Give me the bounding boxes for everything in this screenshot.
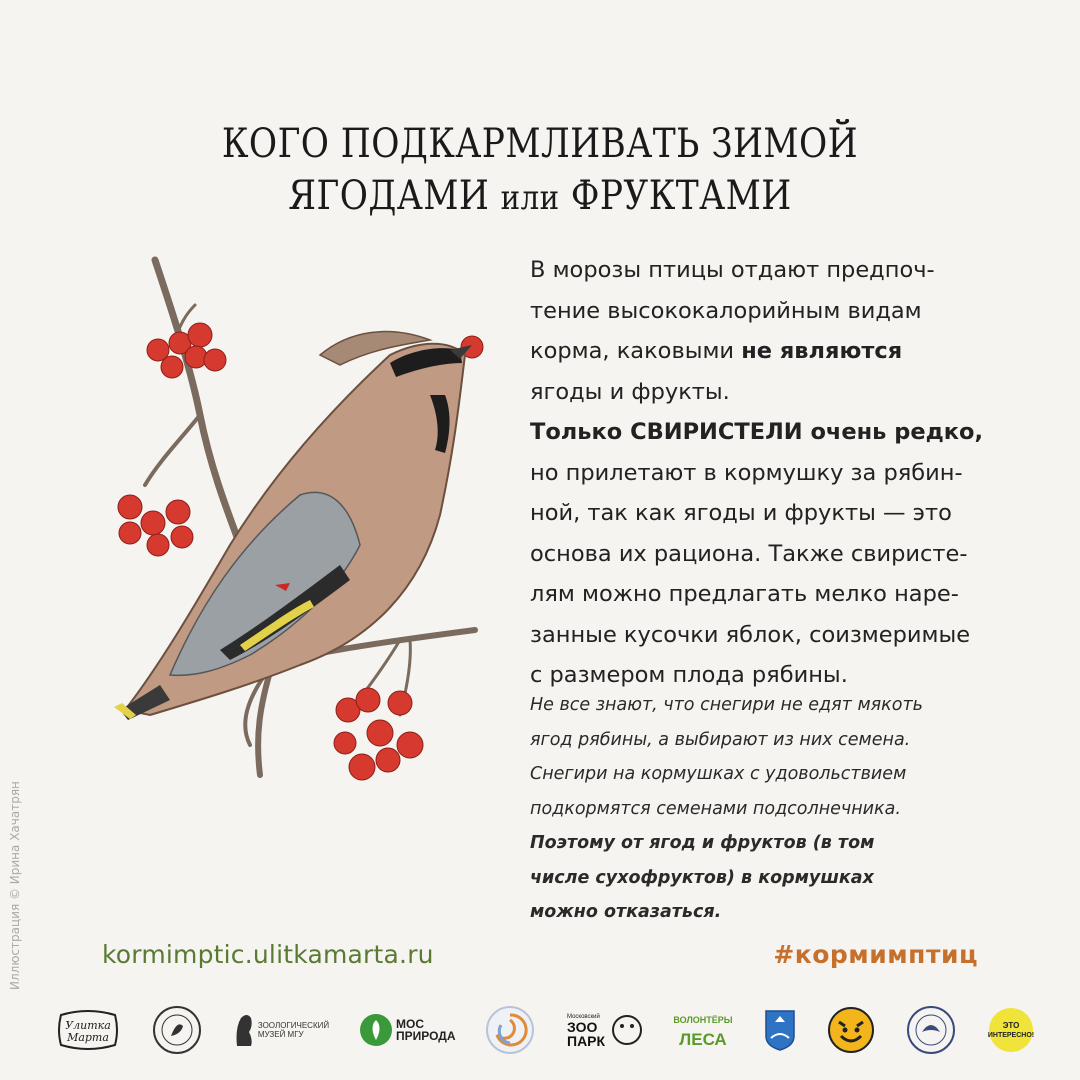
logo-tiger[interactable] [827, 1002, 875, 1058]
note-line: ягод рябины, а выбирают из них семена. [530, 729, 911, 750]
note-line: Не все знают, что снегири не едят мякоть [530, 695, 923, 715]
main-line-part: корма, каковыми [530, 338, 735, 364]
logo-ulitka-text-2: Марта [67, 1031, 109, 1044]
note-emphasis: числе сухофруктов) в кормушках [530, 867, 874, 888]
main-line [530, 412, 1030, 453]
main-line: основа их рациона. Также свиристе- [530, 540, 968, 567]
logo-interesting-text-2: ИНТЕРЕСНО! [987, 1032, 1035, 1039]
logo-moscow-zoo[interactable] [565, 1002, 643, 1058]
logo-forest-volunteers[interactable] [673, 1002, 733, 1058]
logo-zoomuseum-text-2: МУЗЕЙ МГУ [257, 1030, 304, 1039]
logo-mospriroda-text-2: ПРИРОДА [396, 1029, 456, 1043]
note-emphasis: можно отказаться. [530, 902, 722, 922]
title-line-2 [76, 170, 1005, 224]
bullfinch-note [530, 688, 1030, 930]
logo-blue-shield[interactable] [763, 1002, 797, 1058]
waxwing-illustration [100, 245, 520, 790]
title-berries: ЯГОДАМИ [288, 173, 490, 219]
note-line [530, 826, 1030, 861]
hashtag: #кормимптиц [773, 940, 978, 969]
main-line: тение высококалорийным видам [530, 297, 922, 324]
title-fruits: ФРУКТАМИ [570, 173, 792, 219]
logo-volunteers-text-2: ЛЕСА [679, 1030, 727, 1049]
logo-zoo-text-1: Московский [567, 1014, 601, 1020]
main-emphasis-waxwings: Только СВИРИСТЕЛИ очень редко, [530, 419, 984, 445]
logo-nizhne-svirsky[interactable] [905, 1002, 957, 1058]
logo-ulitka-marta[interactable] [55, 1002, 121, 1058]
main-line: В морозы птицы отдают предпоч- [530, 257, 935, 283]
note-line [530, 895, 1030, 930]
logo-ulitka-text-1: Улитка [65, 1019, 111, 1032]
logo-zoo-text-2: ЗОО [567, 1019, 598, 1035]
logo-interesting-text-1: ЭТО [1002, 1021, 1020, 1030]
page-title [76, 118, 1005, 224]
main-line: ягоды и фрукты. [530, 378, 730, 405]
logo-zoological-museum[interactable] [233, 1002, 329, 1058]
note-line [530, 861, 1030, 896]
main-line: но прилетают в кормушку за рябин- [530, 459, 963, 486]
logo-zoomuseum-text-1: ЗООЛОГИЧЕСКИЙ [257, 1021, 330, 1030]
main-line: с размером плода рябины. [530, 662, 848, 688]
main-line [530, 331, 1030, 372]
title-line-1: КОГО ПОДКАРМЛИВАТЬ ЗИМОЙ [221, 121, 859, 167]
logo-mospriroda[interactable] [359, 1002, 456, 1058]
logo-swirl-emblem[interactable] [485, 1002, 535, 1058]
main-paragraph [530, 250, 1030, 696]
waxwing-bird [114, 332, 472, 720]
website-link[interactable]: kormimptic.ulitkamarta.ru [102, 940, 434, 969]
title-or: или [500, 178, 560, 218]
note-line: Снегири на кормушках с удовольствием [530, 764, 907, 784]
main-line: лям можно предлагать мелко наре- [530, 581, 959, 607]
note-line: подкормятся семенами подсолнечника. [530, 798, 901, 819]
partner-logos [55, 1000, 1035, 1060]
logo-bird-conservation-union[interactable] [151, 1002, 203, 1058]
note-emphasis: Поэтому от ягод и фруктов (в том [530, 833, 875, 853]
main-line: ной, так как ягоды и фрукты — это [530, 500, 952, 526]
main-emphasis: не являются [741, 338, 903, 364]
logo-volunteers-text-1: ВОЛОНТЁРЫ [673, 1015, 733, 1025]
logo-zoo-text-3: ПАРК [567, 1033, 606, 1049]
logo-eto-interesno[interactable] [987, 1002, 1035, 1058]
main-line: занные кусочки яблок, соизмеримые [530, 621, 971, 648]
logo-mospriroda-text-1: МОС [396, 1017, 425, 1031]
